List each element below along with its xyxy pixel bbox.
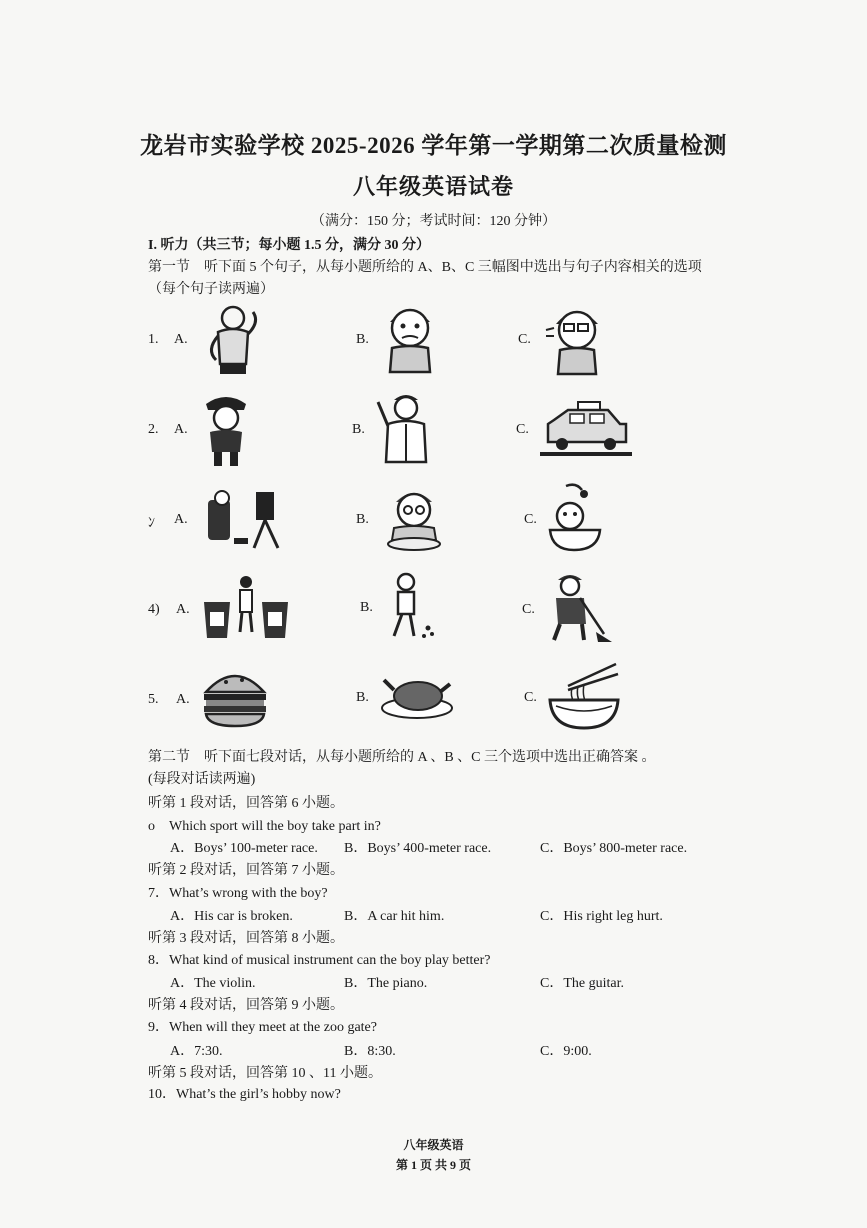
- question-7: 7．What’s wrong with the boy?: [148, 886, 328, 901]
- footer-subject: 八年级英语: [403, 1138, 464, 1152]
- section2-note: (每段对话读两遍): [148, 772, 256, 787]
- option-c-label: C.: [524, 690, 537, 705]
- question-number: 1.: [148, 332, 159, 347]
- back-pain-icon: [198, 302, 268, 380]
- sick-boy-icon: [380, 300, 440, 376]
- option-c-label: C.: [516, 422, 529, 437]
- option-a-label: A.: [176, 692, 190, 707]
- section1-instructions: 第一节 听下面 5 个句子，从每小题所给的 A、B、C 三幅图中选出与句子内容相关的选项: [148, 260, 702, 275]
- option-c-label: C.: [518, 332, 531, 347]
- option-a-label: A.: [176, 602, 190, 617]
- q8-option-c: C．The guitar.: [540, 976, 624, 991]
- option-b-label: B.: [352, 422, 365, 437]
- coughing-boy-icon: [544, 300, 608, 376]
- q9-option-b: B．8:30.: [344, 1044, 396, 1059]
- option-a-label: A.: [174, 422, 188, 437]
- option-b-label: B.: [360, 600, 373, 615]
- littering-boy-icon: [384, 572, 438, 640]
- option-b-label: B.: [356, 512, 369, 527]
- exam-title: 龙岩市实验学校 2025-2026 学年第一学期第二次质量检测: [140, 133, 727, 158]
- q8-option-b: B．The piano.: [344, 976, 428, 991]
- q7-option-b: B．A car hit him.: [344, 909, 445, 924]
- dialogue-1-instruction: 听第 1 段对话，回答第 6 小题。: [148, 796, 344, 811]
- option-b-label: B.: [356, 690, 369, 705]
- question-number: 2.: [148, 422, 159, 437]
- dialogue-2-instruction: 听第 2 段对话，回答第 7 小题。: [148, 863, 344, 878]
- q6-option-b: B．Boys’ 400-meter race.: [344, 841, 492, 856]
- boy-eating-icon: [384, 484, 444, 554]
- page-number: 第 1 页 共 9 页: [395, 1158, 471, 1172]
- question-number: 5.: [148, 692, 159, 707]
- bath-icon: [546, 482, 604, 554]
- option-b-label: B.: [356, 332, 369, 347]
- sweeping-man-icon: [544, 568, 614, 644]
- question-number: ﾝ: [148, 516, 155, 531]
- q8-option-a: A．The violin.: [170, 976, 256, 991]
- question-number: 4): [148, 602, 160, 617]
- q7-option-c: C．His right leg hurt.: [540, 909, 663, 924]
- q9-option-c: C．9:00.: [540, 1044, 592, 1059]
- q6-option-c: C．Boys’ 800-meter race.: [540, 841, 688, 856]
- section2-instructions: 第二节 听下面七段对话，从每小题所给的 A 、B 、C 三个选项中选出正确答案 。: [148, 750, 656, 765]
- roast-chicken-icon: [380, 670, 454, 720]
- exam-subtitle: 八年级英语试卷: [352, 174, 514, 199]
- recycling-bins-icon: [202, 574, 290, 644]
- question-6: o Which sport will the boy take part in?: [148, 819, 381, 834]
- question-8: 8．What kind of musical instrument can the boy play better?: [148, 953, 491, 968]
- q7-option-a: A．His car is broken.: [170, 909, 293, 924]
- doctor-icon: [374, 388, 436, 470]
- q9-option-a: A．7:30.: [170, 1044, 223, 1059]
- question-9: 9．When will they meet at the zoo gate?: [148, 1020, 377, 1035]
- hamburger-icon: [202, 666, 268, 728]
- option-c-label: C.: [524, 512, 537, 527]
- section1-note: （每个句子读两遍）: [148, 282, 274, 297]
- dialogue-5-instruction: 听第 5 段对话，回答第 10 、11 小题。: [148, 1066, 382, 1081]
- exam-info: （满分：150 分；考试时间：120 分钟）: [311, 214, 556, 229]
- dialogue-3-instruction: 听第 3 段对话，回答第 8 小题。: [148, 931, 344, 946]
- part1-heading: I. 听力（共三节；每小题 1.5 分，满分 30 分）: [148, 238, 430, 253]
- painting-easel-icon: [204, 488, 282, 550]
- q6-option-a: A．Boys’ 100-meter race.: [170, 841, 318, 856]
- option-c-label: C.: [522, 602, 535, 617]
- dialogue-4-instruction: 听第 4 段对话，回答第 9 小题。: [148, 998, 344, 1013]
- noodles-icon: [548, 662, 620, 734]
- option-a-label: A.: [174, 512, 188, 527]
- question-10: 10．What’s the girl’s hobby now?: [148, 1087, 341, 1102]
- taxi-icon: [540, 400, 632, 458]
- option-a-label: A.: [174, 332, 188, 347]
- police-officer-icon: [200, 390, 252, 468]
